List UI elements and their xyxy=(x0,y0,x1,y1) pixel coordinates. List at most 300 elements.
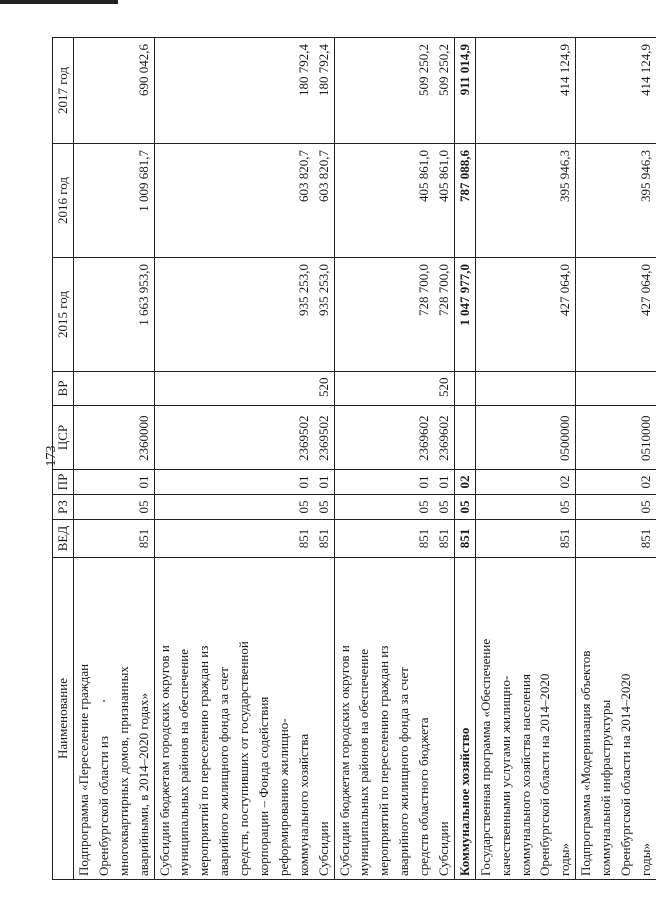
cell-spacer xyxy=(94,44,114,140)
cell-spacer xyxy=(74,498,94,516)
cell-spacer xyxy=(74,409,94,461)
cell-spacer xyxy=(516,375,536,397)
cell-spacer xyxy=(476,498,496,516)
cell-spacer xyxy=(94,409,114,461)
cell-value-csr: 0500000 xyxy=(557,415,573,461)
row-name-line: коммунального хозяйства населения xyxy=(517,674,533,876)
budget-table xyxy=(52,37,656,880)
cell-value-y2016: 603 820,7 xyxy=(315,150,331,202)
cell-value-pr: 02 xyxy=(637,475,653,489)
cell-spacer xyxy=(94,473,114,491)
cell-spacer xyxy=(596,375,616,397)
cell-spacer xyxy=(174,523,194,554)
cell-spacer xyxy=(74,264,94,368)
cell-spacer xyxy=(354,473,374,491)
cell-spacer xyxy=(234,523,254,554)
cell-spacer xyxy=(155,473,175,491)
cell-spacer xyxy=(496,498,516,516)
cell-y2016 xyxy=(576,144,656,258)
row-name-line: мероприятий по переселению граждан из xyxy=(376,645,392,876)
cell-spacer xyxy=(155,409,175,461)
cell-spacer xyxy=(114,264,134,368)
cell-spacer xyxy=(174,264,194,368)
cell-spacer xyxy=(194,498,214,516)
cell-spacer xyxy=(274,523,294,554)
cell-spacer xyxy=(335,375,355,397)
cell-spacer xyxy=(394,264,414,368)
cell-y2015 xyxy=(454,258,475,372)
cell-spacer xyxy=(254,523,274,554)
row-name-line: Оренбургской области на 2014–2020 xyxy=(618,673,634,876)
row-name-line: Субсидии xyxy=(315,821,331,876)
cell-y2016 xyxy=(334,144,454,258)
cell-y2017 xyxy=(74,38,155,144)
cell-spacer xyxy=(535,150,555,254)
cell-spacer xyxy=(616,409,636,461)
cell-spacer xyxy=(496,44,516,140)
cell-pr xyxy=(475,470,575,495)
cell-vr xyxy=(334,372,454,406)
row-name-line: годы» xyxy=(637,843,653,876)
cell-value-rz: 05 xyxy=(295,500,311,514)
cell-spacer xyxy=(114,523,134,554)
cell-spacer xyxy=(335,150,355,254)
row-name-line: Государственная программа «Обеспечение xyxy=(477,638,493,876)
cell-y2016 xyxy=(74,144,155,258)
table-row xyxy=(154,38,334,880)
cell-spacer xyxy=(596,150,616,254)
cell-spacer xyxy=(496,375,516,397)
cell-value-y2015: 728 700,0 xyxy=(436,264,452,316)
cell-rz xyxy=(475,495,575,520)
cell-spacer xyxy=(576,44,596,140)
cell-spacer xyxy=(274,498,294,516)
cell-spacer xyxy=(114,375,134,397)
row-name-line: многоквартирных домов, признанных xyxy=(115,666,131,876)
row-name-line: коммунального хозяйства xyxy=(295,733,311,876)
row-name-line: качественными услугами жилищно- xyxy=(497,675,513,876)
cell-value-rz: 05 xyxy=(416,500,432,514)
cell-value-y2015: 1 663 953,0 xyxy=(135,264,151,326)
top-rule xyxy=(0,0,118,4)
cell-value-vr xyxy=(455,375,475,397)
cell-spacer xyxy=(94,150,114,254)
cell-spacer xyxy=(274,473,294,491)
cell-spacer xyxy=(496,473,516,491)
cell-ved xyxy=(74,520,155,558)
cell-spacer xyxy=(476,409,496,461)
cell-spacer xyxy=(74,150,94,254)
cell-ved xyxy=(154,520,334,558)
cell-spacer xyxy=(516,523,536,554)
cell-y2016 xyxy=(475,144,575,258)
cell-spacer xyxy=(274,44,294,140)
cell-ved xyxy=(475,520,575,558)
cell-spacer xyxy=(94,375,114,397)
cell-value-ved: 851 xyxy=(436,528,452,549)
cell-value-y2016: 603 820,7 xyxy=(295,150,311,202)
cell-value-rz: 05 xyxy=(436,500,452,514)
cell-value-csr: 2369502 xyxy=(295,415,311,461)
cell-spacer xyxy=(596,409,616,461)
cell-value-y2017: 509 250,2 xyxy=(416,44,432,96)
cell-spacer xyxy=(114,150,134,254)
cell-spacer xyxy=(194,409,214,461)
cell-y2015 xyxy=(154,258,334,372)
cell-spacer xyxy=(535,409,555,461)
cell-spacer xyxy=(394,409,414,461)
cell-spacer xyxy=(194,375,214,397)
cell-spacer xyxy=(616,44,636,140)
table-row xyxy=(454,38,475,880)
cell-value-y2017: 180 792,4 xyxy=(295,44,311,96)
cell-spacer xyxy=(516,44,536,140)
cell-y2015 xyxy=(74,258,155,372)
cell-spacer xyxy=(234,498,254,516)
row-name-line: средств областного бюджета xyxy=(416,717,432,876)
cell-spacer xyxy=(214,264,234,368)
cell-value-y2017: 911 014,9 xyxy=(456,44,472,96)
cell-value-ved: 851 xyxy=(135,528,151,549)
cell-y2016 xyxy=(154,144,334,258)
row-name-line: мероприятий по переселению граждан из xyxy=(196,645,212,876)
cell-spacer xyxy=(234,264,254,368)
cell-spacer xyxy=(335,473,355,491)
row-name xyxy=(154,558,334,880)
row-name xyxy=(334,558,454,880)
cell-value-rz: 05 xyxy=(456,500,472,514)
cell-spacer xyxy=(354,523,374,554)
cell-spacer xyxy=(354,375,374,397)
cell-y2017 xyxy=(334,38,454,144)
col-header-name: Наименование xyxy=(53,558,74,880)
cell-value-y2015: 728 700,0 xyxy=(416,264,432,316)
cell-spacer xyxy=(354,264,374,368)
cell-spacer xyxy=(174,473,194,491)
cell-spacer xyxy=(335,264,355,368)
cell-spacer xyxy=(576,523,596,554)
cell-value-y2015: 935 253,0 xyxy=(315,264,331,316)
cell-spacer xyxy=(234,473,254,491)
cell-spacer xyxy=(174,498,194,516)
row-name-line: муниципальных районов на обеспечение xyxy=(176,648,192,876)
cell-ved xyxy=(454,520,475,558)
cell-rz xyxy=(334,495,454,520)
col-header-pr: ПР xyxy=(53,470,74,495)
cell-value-csr: 2369602 xyxy=(436,415,452,461)
cell-value-vr: 520 xyxy=(315,377,331,397)
cell-pr xyxy=(576,470,656,495)
cell-value-y2017: 509 250,2 xyxy=(436,44,452,96)
cell-value-y2016: 787 088,6 xyxy=(456,150,472,202)
cell-value-y2017: 414 124,9 xyxy=(637,44,653,96)
cell-spacer xyxy=(254,150,274,254)
row-name-line: муниципальных районов на обеспечение xyxy=(356,648,372,876)
row-name xyxy=(454,558,475,880)
cell-spacer xyxy=(114,44,134,140)
cell-spacer xyxy=(214,44,234,140)
cell-spacer xyxy=(476,473,496,491)
col-header-csr: ЦСР xyxy=(53,406,74,470)
cell-pr xyxy=(74,470,155,495)
cell-value-pr: 01 xyxy=(416,475,432,489)
cell-spacer xyxy=(214,409,234,461)
cell-value-vr xyxy=(134,375,154,397)
cell-spacer xyxy=(394,498,414,516)
cell-value-rz: 05 xyxy=(557,500,573,514)
cell-spacer xyxy=(394,44,414,140)
cell-spacer xyxy=(516,264,536,368)
cell-spacer xyxy=(94,498,114,516)
cell-spacer xyxy=(254,409,274,461)
cell-value-pr: 02 xyxy=(456,475,472,489)
cell-y2017 xyxy=(154,38,334,144)
cell-spacer xyxy=(616,150,636,254)
cell-spacer xyxy=(596,264,616,368)
cell-value-y2015: 427 064,0 xyxy=(557,264,573,316)
cell-spacer xyxy=(616,498,636,516)
row-name-line: аварийного жилищного фонда за счет xyxy=(396,667,412,876)
cell-spacer xyxy=(476,150,496,254)
cell-spacer xyxy=(155,498,175,516)
cell-value-y2016: 405 861,0 xyxy=(436,150,452,202)
cell-spacer xyxy=(535,264,555,368)
cell-spacer xyxy=(516,498,536,516)
col-header-rz: РЗ xyxy=(53,495,74,520)
table-row xyxy=(475,38,575,880)
cell-spacer xyxy=(194,264,214,368)
cell-spacer xyxy=(254,473,274,491)
cell-spacer xyxy=(394,150,414,254)
cell-rz xyxy=(454,495,475,520)
row-name-line: аварийными, в 2014–2020 годах» xyxy=(135,693,151,876)
cell-spacer xyxy=(596,523,616,554)
cell-value-pr: 01 xyxy=(315,475,331,489)
row-name xyxy=(576,558,656,880)
cell-spacer xyxy=(335,498,355,516)
cell-spacer xyxy=(155,375,175,397)
row-name-line: средств, поступивших от государственной xyxy=(236,641,252,876)
cell-value-ved: 851 xyxy=(295,528,311,549)
cell-pr xyxy=(454,470,475,495)
page-number: 173 xyxy=(44,445,59,467)
row-name-line: Субсидии бюджетам городских округов и xyxy=(156,645,172,876)
cell-spacer xyxy=(214,375,234,397)
cell-spacer xyxy=(114,498,134,516)
cell-spacer xyxy=(194,523,214,554)
header-row xyxy=(53,38,74,880)
cell-value-csr: 0510000 xyxy=(637,415,653,461)
cell-spacer xyxy=(74,44,94,140)
cell-value-rz: 05 xyxy=(315,500,331,514)
cell-spacer xyxy=(155,523,175,554)
cell-spacer xyxy=(354,44,374,140)
cell-value-y2017: 414 124,9 xyxy=(557,44,573,96)
cell-value-y2015: 427 064,0 xyxy=(637,264,653,316)
cell-spacer xyxy=(394,375,414,397)
cell-spacer xyxy=(576,409,596,461)
cell-value-y2016: 405 861,0 xyxy=(416,150,432,202)
cell-ved xyxy=(576,520,656,558)
cell-spacer xyxy=(535,498,555,516)
row-name-line: аварийного жилищного фонда за счет xyxy=(216,667,232,876)
cell-spacer xyxy=(576,498,596,516)
cell-vr xyxy=(154,372,334,406)
cell-y2015 xyxy=(475,258,575,372)
table-row xyxy=(74,38,155,880)
row-name-line: Коммунальное хозяйство xyxy=(456,727,472,876)
cell-spacer xyxy=(174,375,194,397)
cell-pr xyxy=(334,470,454,495)
cell-spacer xyxy=(616,375,636,397)
cell-spacer xyxy=(596,498,616,516)
cell-value-y2015: 935 253,0 xyxy=(295,264,311,316)
col-header-2016: 2016 год xyxy=(53,144,74,258)
cell-spacer xyxy=(576,375,596,397)
cell-spacer xyxy=(114,409,134,461)
cell-value-y2017: 690 042,6 xyxy=(135,44,151,96)
cell-spacer xyxy=(374,375,394,397)
cell-spacer xyxy=(394,473,414,491)
cell-spacer xyxy=(174,44,194,140)
cell-value-vr xyxy=(294,375,314,397)
cell-value-rz: 05 xyxy=(135,500,151,514)
cell-value-vr: 520 xyxy=(436,377,452,397)
cell-spacer xyxy=(374,498,394,516)
cell-csr xyxy=(576,406,656,470)
table-row xyxy=(576,38,656,880)
cell-spacer xyxy=(496,409,516,461)
cell-spacer xyxy=(155,264,175,368)
cell-spacer xyxy=(596,473,616,491)
cell-spacer xyxy=(114,473,134,491)
cell-spacer xyxy=(616,264,636,368)
cell-rz xyxy=(74,495,155,520)
cell-y2015 xyxy=(334,258,454,372)
row-name-line: Подпрограмма «Модернизация объектов xyxy=(578,650,594,876)
cell-spacer xyxy=(496,150,516,254)
cell-spacer xyxy=(354,150,374,254)
cell-spacer xyxy=(274,375,294,397)
cell-spacer xyxy=(476,44,496,140)
cell-csr xyxy=(154,406,334,470)
cell-spacer xyxy=(194,473,214,491)
table-body xyxy=(74,38,656,880)
cell-value-rz: 05 xyxy=(637,500,653,514)
cell-value-ved: 851 xyxy=(557,528,573,549)
cell-value-ved: 851 xyxy=(416,528,432,549)
row-name-line: реформированию жилищно- xyxy=(275,718,291,876)
cell-spacer xyxy=(214,150,234,254)
cell-spacer xyxy=(274,264,294,368)
cell-csr xyxy=(454,406,475,470)
col-header-ved: ВЕД xyxy=(53,520,74,558)
cell-spacer xyxy=(516,473,536,491)
cell-spacer xyxy=(214,523,234,554)
row-name xyxy=(74,558,155,880)
cell-spacer xyxy=(174,409,194,461)
cell-csr xyxy=(74,406,155,470)
row-name-line: Субсидии бюджетам городских округов и xyxy=(336,645,352,876)
cell-spacer xyxy=(94,523,114,554)
cell-pr xyxy=(154,470,334,495)
cell-spacer xyxy=(234,44,254,140)
row-name-line: Оренбургской области из xyxy=(95,736,111,876)
cell-spacer xyxy=(194,44,214,140)
cell-spacer xyxy=(476,375,496,397)
cell-y2017 xyxy=(454,38,475,144)
cell-y2015 xyxy=(576,258,656,372)
cell-spacer xyxy=(374,150,394,254)
cell-spacer xyxy=(234,150,254,254)
row-name-line: Оренбургской области на 2014–2020 xyxy=(537,673,553,876)
cell-vr xyxy=(454,372,475,406)
cell-spacer xyxy=(616,523,636,554)
cell-value-vr xyxy=(636,375,656,397)
row-name-line: корпорации – Фонда содействия xyxy=(256,696,272,876)
cell-value-ved: 851 xyxy=(456,528,472,549)
cell-value-vr xyxy=(414,375,434,397)
cell-spacer xyxy=(596,44,616,140)
cell-rz xyxy=(154,495,334,520)
cell-spacer xyxy=(174,150,194,254)
cell-rz xyxy=(576,495,656,520)
cell-value-y2016: 395 946,3 xyxy=(557,150,573,202)
cell-value-ved: 851 xyxy=(637,528,653,549)
cell-spacer xyxy=(234,375,254,397)
col-header-vr: ВР xyxy=(53,372,74,406)
cell-spacer xyxy=(576,264,596,368)
cell-y2016 xyxy=(454,144,475,258)
cell-spacer xyxy=(616,473,636,491)
cell-spacer xyxy=(394,523,414,554)
cell-spacer xyxy=(274,409,294,461)
cell-spacer xyxy=(576,473,596,491)
cell-spacer xyxy=(374,44,394,140)
cell-spacer xyxy=(374,523,394,554)
cell-value-pr: 01 xyxy=(436,475,452,489)
cell-value-csr xyxy=(455,409,475,461)
cell-spacer xyxy=(535,44,555,140)
cell-spacer xyxy=(476,523,496,554)
cell-spacer xyxy=(354,498,374,516)
cell-spacer xyxy=(354,409,374,461)
cell-spacer xyxy=(194,150,214,254)
row-name-line: Субсидии xyxy=(436,821,452,876)
cell-spacer xyxy=(374,264,394,368)
cell-spacer xyxy=(74,523,94,554)
cell-spacer xyxy=(335,523,355,554)
cell-value-pr: 01 xyxy=(295,475,311,489)
cell-value-vr xyxy=(555,375,575,397)
cell-value-csr: 2360000 xyxy=(135,415,151,461)
row-name xyxy=(475,558,575,880)
rotated-page xyxy=(40,32,653,880)
cell-value-y2015: 1 047 977,0 xyxy=(456,264,472,326)
col-header-2017: 2017 год xyxy=(53,38,74,144)
cell-spacer xyxy=(335,409,355,461)
cell-vr xyxy=(475,372,575,406)
cell-value-pr: 02 xyxy=(557,475,573,489)
cell-vr xyxy=(576,372,656,406)
cell-value-pr: 01 xyxy=(135,475,151,489)
col-header-2015: 2015 год xyxy=(53,258,74,372)
cell-spacer xyxy=(254,44,274,140)
cell-spacer xyxy=(374,409,394,461)
row-name-line: годы» xyxy=(557,843,573,876)
cell-value-y2017: 180 792,4 xyxy=(315,44,331,96)
cell-spacer xyxy=(254,375,274,397)
